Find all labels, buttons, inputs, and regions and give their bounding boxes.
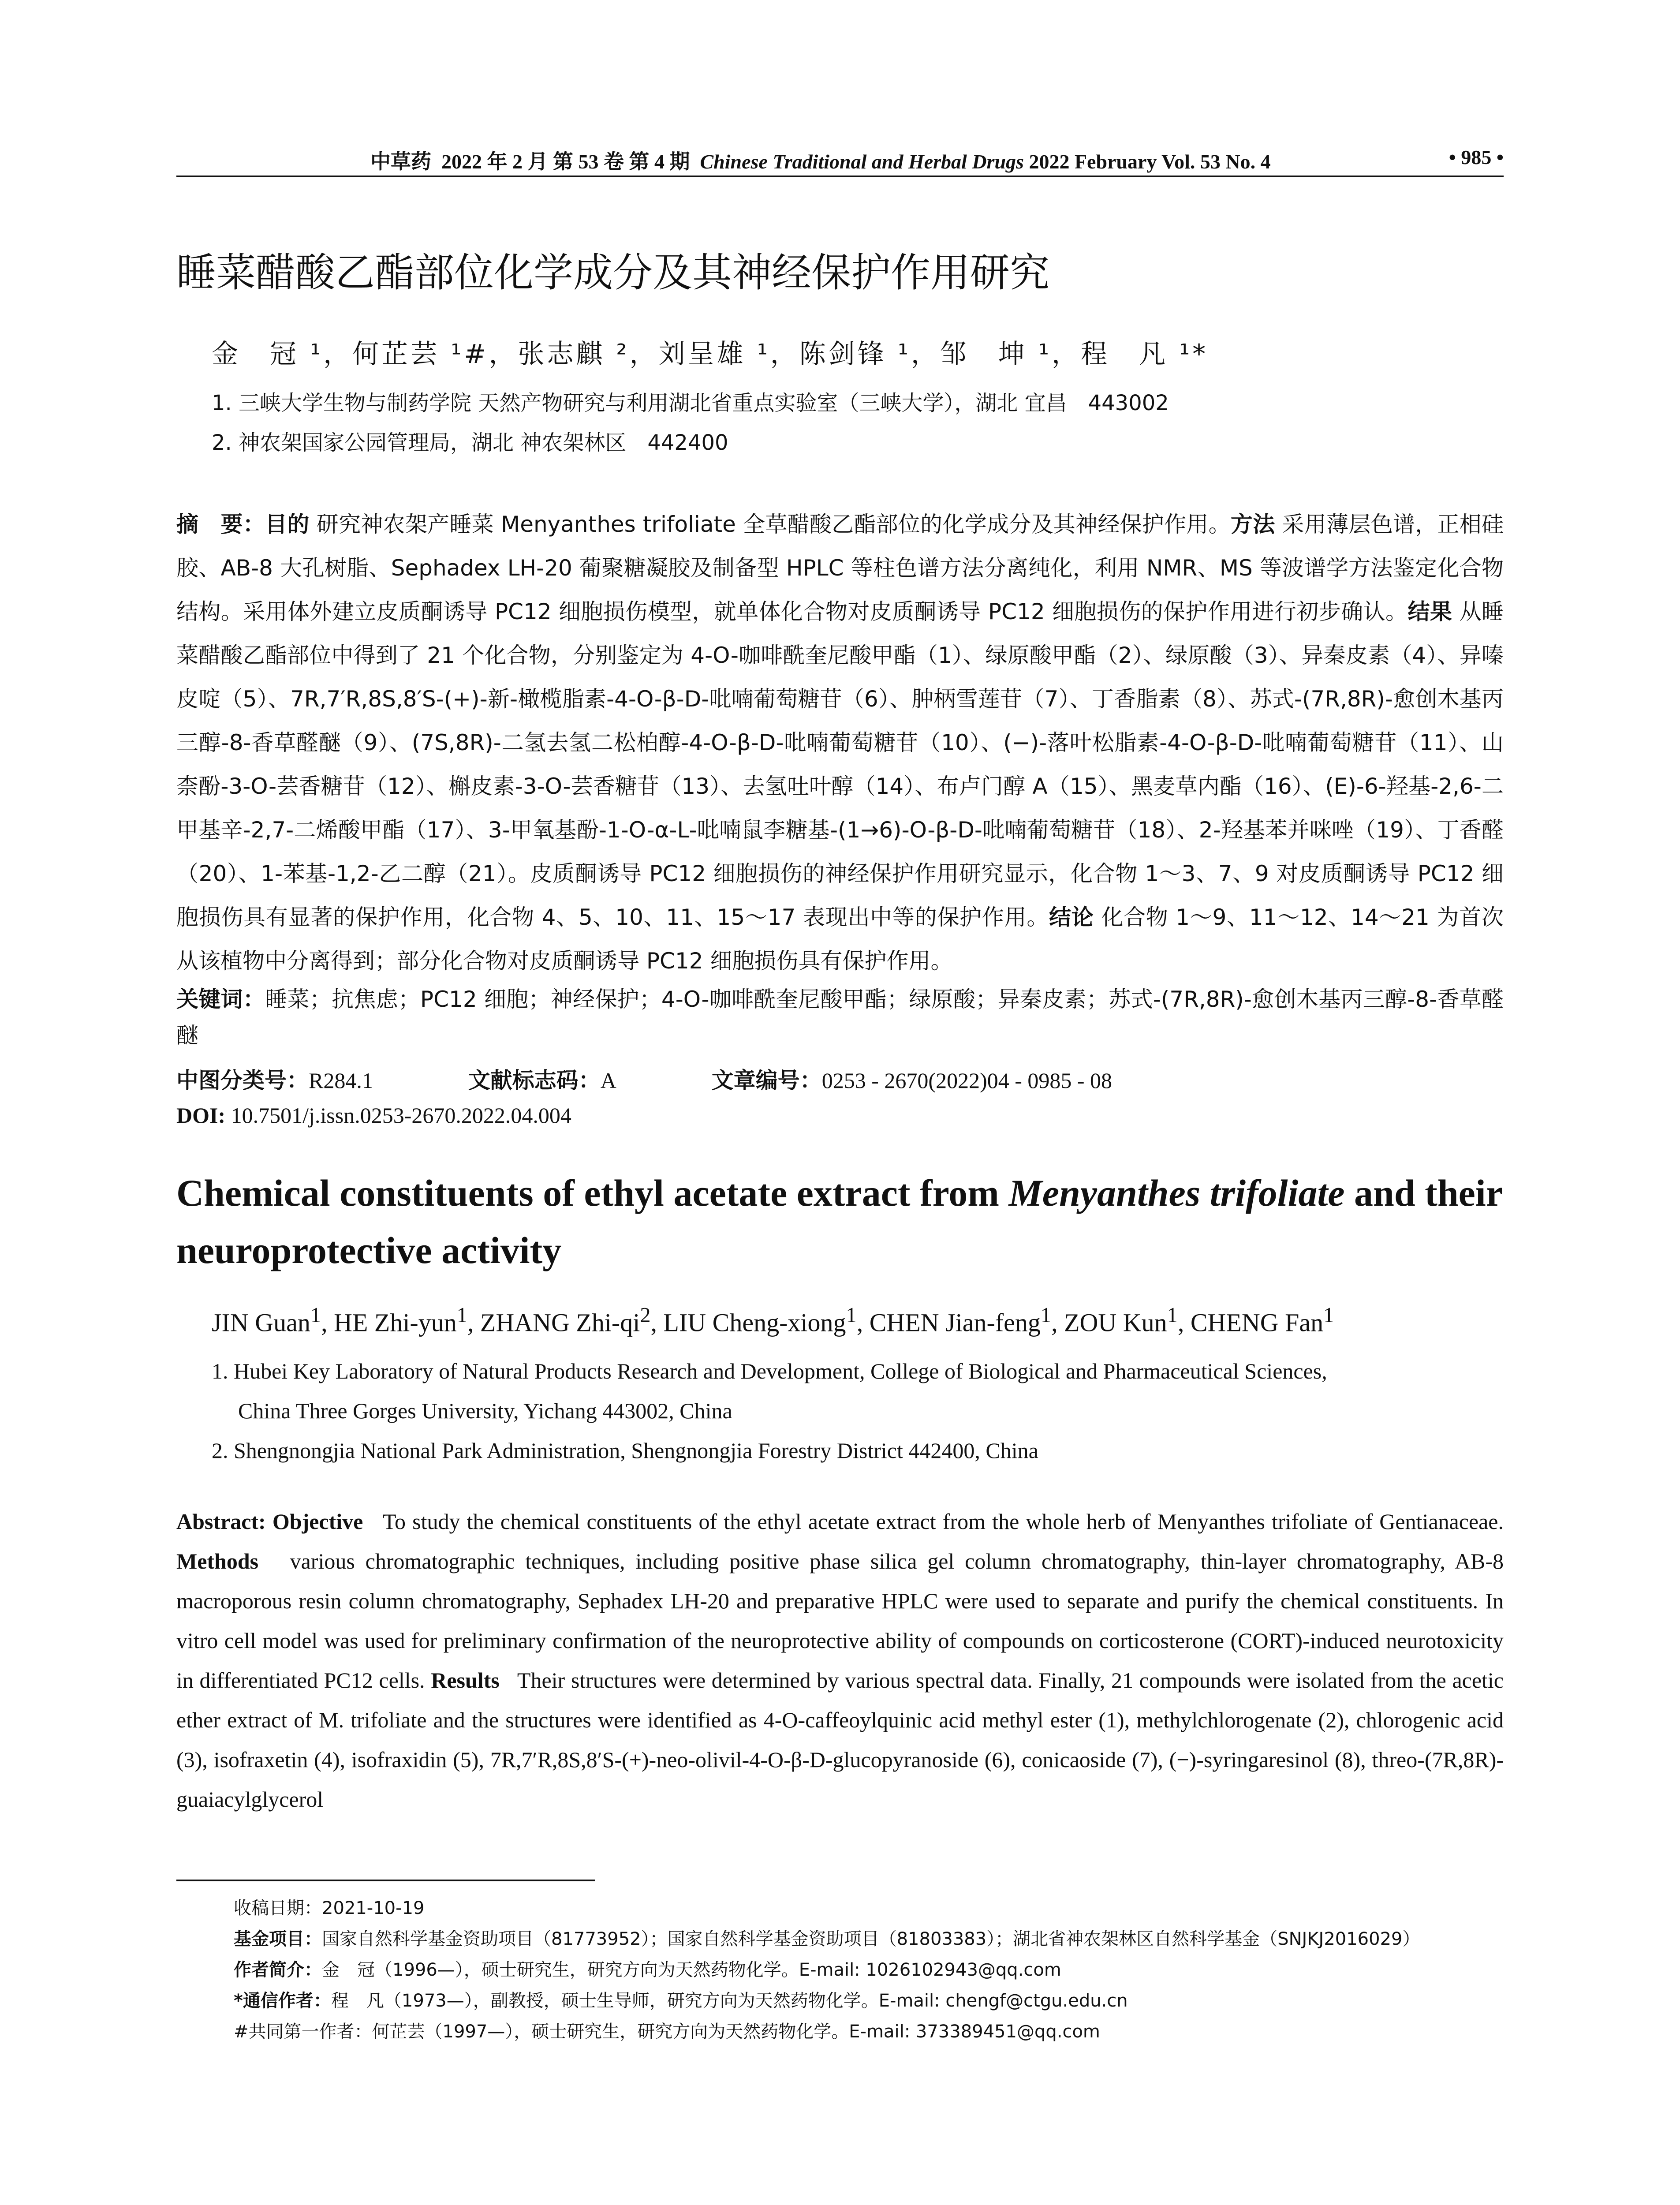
journal-en-issue: 2022 February Vol. 53 No. 4 <box>1029 150 1271 173</box>
en-author: ZHANG Zhi-qi <box>480 1308 640 1337</box>
en-affiliation-1-cont: China Three Gorges University, Yichang 443002, China <box>238 1398 732 1423</box>
cn-title: 睡菜醋酸乙酯部位化学成分及其神经保护作用研究 <box>176 250 1049 296</box>
en-author-sup: 1 <box>846 1304 857 1327</box>
en-title-species: Menyanthes trifoliate <box>1008 1172 1345 1214</box>
journal-en-name: Chinese Traditional and Herbal Drugs <box>700 150 1024 173</box>
classification-line <box>176 1063 1112 1095</box>
doi-line <box>176 1102 571 1128</box>
en-title <box>176 1164 1504 1279</box>
en-author: HE Zhi-yun <box>334 1308 457 1337</box>
en-author: CHENG Fan <box>1190 1308 1324 1337</box>
footnote-text: 2021-10-19 <box>322 1898 425 1918</box>
footnote-received <box>234 1894 424 1919</box>
clc-label: 中图分类号： <box>176 1068 309 1093</box>
footnote-rule <box>176 1880 595 1881</box>
cn-results-label: 结果 <box>1407 599 1452 624</box>
cn-abstract <box>176 503 1504 983</box>
cn-affiliation-1: 1. 三峡大学生物与制药学院 天然产物研究与利用湖北省重点实验室（三峡大学），湖北 宜昌 443002 <box>212 391 1169 415</box>
en-author-sup: 1 <box>310 1304 321 1327</box>
en-author-sup: 1 <box>1040 1304 1052 1327</box>
cn-methods-label: 方法 <box>1230 512 1275 537</box>
article-no-value: 0253 - 2670(2022)04 - 0985 - 08 <box>821 1068 1113 1093</box>
en-author-sup: 1 <box>1323 1304 1334 1327</box>
footnote-label: *通信作者： <box>234 1991 331 2011</box>
en-title-part1: Chemical constituents of ethyl acetate extract from <box>176 1172 1009 1214</box>
cn-objective: 研究神农架产睡菜 Menyanthes trifoliate 全草醋酸乙酯部位的化学成分及其神经保护作用。 <box>316 512 1231 537</box>
en-results: Their structures were determined by various spectral data. Finally, 21 compounds were isolated from the acetic ether extract of M. trifoliate and the structures were identified as 4-O-caffeoylquinic acid methyl ester (1), methylchlorogenate (2), chlorogenic acid (3), isofraxetin (4), isofraxidin (5), 7R,7′R,8S,8′S-(+)-neo-olivil-4-O-β-D-glucopyranoside (6), conicaoside (7), (−)-syringaresinol (8), threo-(7R,8R)-guaiacylglycerol <box>176 1668 1504 1812</box>
doc-code-value: A <box>600 1068 616 1093</box>
doi-label: DOI: <box>176 1103 226 1128</box>
cn-conclusion-label: 结论 <box>1049 904 1094 930</box>
header-rule <box>176 176 1504 177</box>
cn-abstract-label: 摘 要： <box>176 512 265 537</box>
cn-keywords <box>176 981 1504 1054</box>
en-author: JIN Guan <box>212 1308 310 1337</box>
en-affiliation-1: 1. Hubei Key Laboratory of Natural Products Research and Development, College of Biological and Pharmaceutical Sciences, <box>212 1359 1327 1383</box>
en-title-part2: and their neuroprotective activity <box>176 1172 1502 1271</box>
en-results-label: Results <box>431 1668 500 1693</box>
footnote-text: #共同第一作者：何芷芸（1997—），硕士研究生，研究方向为天然药物化学。E-mail: 373389451@qq.com <box>234 2022 1100 2042</box>
cn-authors: 金 冠 ¹，何芷芸 ¹#，张志麒 ²，刘呈雄 ¹，陈剑锋 ¹，邹 坤 ¹，程 凡 ¹* <box>212 339 1209 370</box>
cn-keywords-label: 关键词： <box>176 987 265 1012</box>
running-header-journal <box>370 146 1271 175</box>
footnote-label: 作者简介： <box>234 1960 322 1980</box>
page-number: • 985 • <box>1449 146 1504 168</box>
footnote-cofirst <box>234 2018 1100 2043</box>
en-author-sup: 1 <box>456 1304 467 1327</box>
en-methods: various chromatographic techniques, including positive phase silica gel column chromatography, thin-layer chromatography, AB-8 macroporous resin column chromatography, Sephadex LH-20 and preparative HPLC were used to separate and purify the chemical constituents. In vitro cell model was used for preliminary confirmation of the neuroprotective ability of compounds on corticosterone (CORT)-induced neurotoxicity in differentiated PC12 cells. <box>176 1549 1504 1693</box>
en-abstract <box>176 1502 1504 1819</box>
en-methods-label: Methods <box>176 1549 259 1573</box>
footnote-text: 国家自然科学基金资助项目（81773952）；国家自然科学基金资助项目（81803383）；湖北省神农架林区自然科学基金（SNJKJ2016029） <box>322 1929 1420 1949</box>
en-affiliation-2: 2. Shengnongjia National Park Administration, Shengnongjia Forestry District 442400, China <box>212 1438 1038 1463</box>
en-author: LIU Cheng-xiong <box>663 1308 846 1337</box>
doi-value: 10.7501/j.issn.0253-2670.2022.04.004 <box>231 1103 571 1128</box>
cn-keywords-text: 睡菜；抗焦虑；PC12 细胞；神经保护；4-O-咖啡酰奎尼酸甲酯；绿原酸；异秦皮素；苏式-(7R,8R)-愈创木基丙三醇-8-香草醛醚 <box>176 987 1504 1048</box>
clc-value: R284.1 <box>309 1068 373 1093</box>
footnote-funding <box>234 1925 1420 1950</box>
journal-cn-issue: 2022 年 2 月 第 53 卷 第 4 期 <box>441 150 690 173</box>
footnote-text: 金 冠（1996—），硕士研究生，研究方向为天然药物化学。E-mail: 1026102943@qq.com <box>322 1960 1061 1980</box>
cn-conclusion: 化合物 1～9、11～12、14～21 为首次从该植物中分离得到；部分化合物对皮质酮诱导 PC12 细胞损伤具有保护作用。 <box>176 904 1504 974</box>
en-author-sup: 1 <box>1167 1304 1178 1327</box>
cn-results: 从睡菜醋酸乙酯部位中得到了 21 个化合物，分别鉴定为 4-O-咖啡酰奎尼酸甲酯（1）、绿原酸甲酯（2）、绿原酸（3）、异秦皮素（4）、异嗪皮啶（5）、7R,7′R,8S,8′S-(+)-新-橄榄脂素-4-O-β-D-吡喃葡萄糖苷（6）、肿柄雪莲苷（7）、丁香脂素（8）、苏式-(7R,8R)-愈创木基丙三醇-8-香草醛醚（9）、(7S,8R)-二氢去氢二松柏醇-4-O-β-D-吡喃葡萄糖苷（10）、(−)-落叶松脂素-4-O-β-D-吡喃葡萄糖苷（11）、山柰酚-3-O-芸香糖苷（12）、槲皮素-3-O-芸香糖苷（13）、去氢吐叶醇（14）、布卢门醇 A（15）、黑麦草内酯（16）、(E)-6-羟基-2,6-二甲基辛-2,7-二烯酸甲酯（17）、3-甲氧基酚-1-O-α-L-吡喃鼠李糖基-(1→6)-O-β-D-吡喃葡萄糖苷（18）、2-羟基苯并咪唑（19）、丁香醛（20）、1-苯基-1,2-乙二醇（21）。皮质酮诱导 PC12 细胞损伤的神经保护作用研究显示，化合物 1～3、7、9 对皮质酮诱导 PC12 细胞损伤具有显著的保护作用，化合物 4、5、10、11、15～17 表现出中等的保护作用。 <box>176 599 1504 930</box>
footnote-author-bio <box>234 1956 1061 1981</box>
doc-code-label: 文献标志码： <box>468 1068 601 1093</box>
en-abstract-label: Abstract: Objective <box>176 1509 363 1534</box>
footnote-text: 程 凡（1973—），副教授，硕士生导师，研究方向为天然药物化学。E-mail: chengf@ctgu.edu.cn <box>331 1991 1128 2011</box>
en-author-sup: 2 <box>640 1304 651 1327</box>
en-objective: To study the chemical constituents of the ethyl acetate extract from the whole herb of Menyanthes trifoliate of Gentianaceae. <box>382 1509 1504 1534</box>
running-header <box>176 141 1504 176</box>
en-authors: JIN Guan$^1$, HE Zhi-yun$^1$, ZHANG Zhi-$qi^2$, LIU Cheng-xiong$^1$, CHEN Jian-feng$^1$, ZOU Kun$^1$, CHENG Fan$^1$ <box>212 1304 1334 1337</box>
cn-affiliation-2: 2. 神农架国家公园管理局，湖北 神农架林区 442400 <box>212 430 728 455</box>
en-author: ZOU Kun <box>1064 1308 1167 1337</box>
cn-objective-label: 目的 <box>265 512 310 537</box>
en-author: CHEN Jian-feng <box>869 1308 1041 1337</box>
footnote-label: 基金项目： <box>234 1929 322 1949</box>
article-no-label: 文章编号： <box>711 1068 822 1093</box>
cn-methods: 采用薄层色谱，正相硅胶、AB-8 大孔树脂、Sephadex LH-20 葡聚糖凝胶及制备型 HPLC 等柱色谱方法分离纯化，利用 NMR、MS 等波谱学方法鉴定化合物结构。采用体外建立皮质酮诱导 PC12 细胞损伤模型，就单体化合物对皮质酮诱导 PC12 细胞损伤的保护作用进行初步确认。 <box>176 512 1504 624</box>
footnote-label: 收稿日期： <box>234 1898 322 1918</box>
footnote-corresponding <box>234 1987 1128 2012</box>
journal-cn-name: 中草药 <box>370 149 431 173</box>
